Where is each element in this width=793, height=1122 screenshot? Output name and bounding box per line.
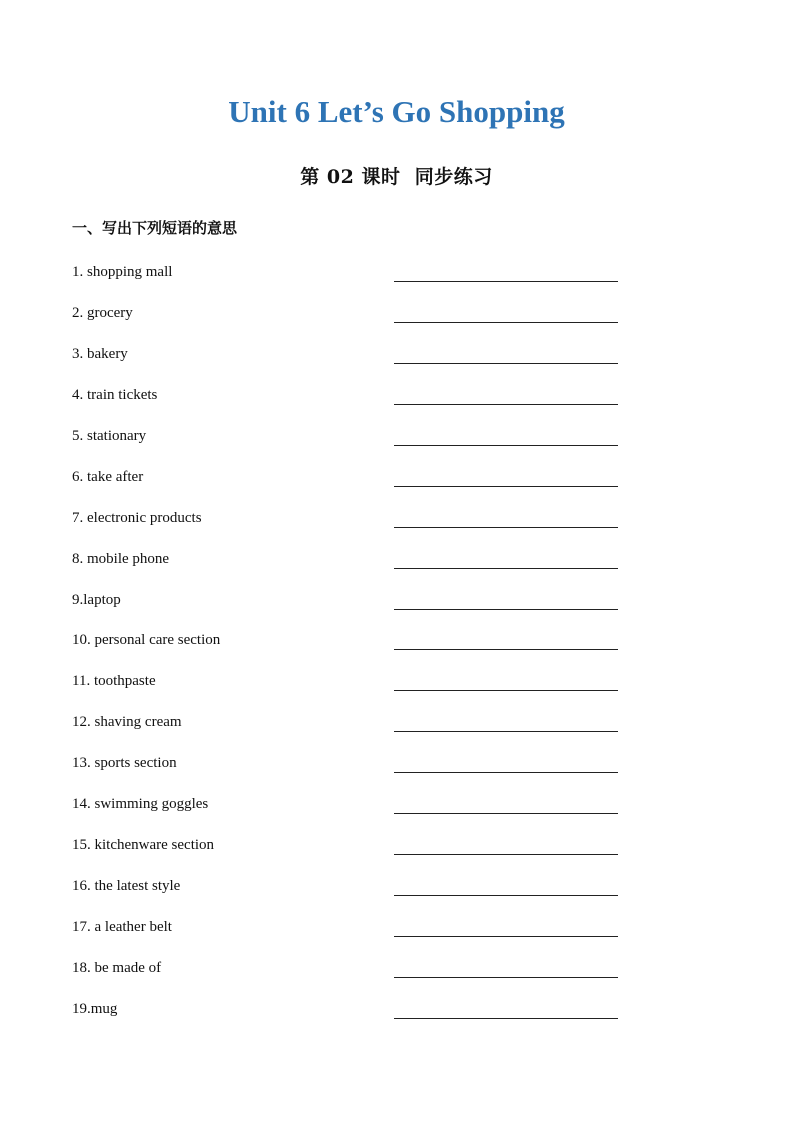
answer-line[interactable] bbox=[394, 609, 618, 610]
exercise-item bbox=[72, 670, 632, 694]
answer-line[interactable] bbox=[394, 486, 618, 487]
answer-line[interactable] bbox=[394, 813, 618, 814]
answer-line[interactable] bbox=[394, 322, 618, 323]
item-phrase: 8. mobile phone bbox=[72, 551, 170, 567]
answer-line[interactable] bbox=[394, 363, 618, 364]
exercise-item bbox=[72, 711, 632, 735]
exercise-item bbox=[72, 507, 632, 531]
exercise-item bbox=[72, 466, 632, 490]
answer-line[interactable] bbox=[394, 731, 618, 732]
answer-line[interactable] bbox=[394, 772, 618, 773]
item-phrase: 9.laptop bbox=[72, 592, 121, 608]
exercise-item bbox=[72, 261, 632, 285]
exercise-item bbox=[72, 548, 632, 572]
answer-line[interactable] bbox=[394, 281, 618, 282]
item-phrase: 17. a leather belt bbox=[72, 919, 172, 935]
answer-line[interactable] bbox=[394, 895, 618, 896]
answer-line[interactable] bbox=[394, 527, 618, 528]
item-phrase: 15. kitchenware section bbox=[72, 837, 215, 853]
answer-line[interactable] bbox=[394, 936, 618, 937]
exercise-item bbox=[72, 425, 632, 449]
item-phrase: 2. grocery bbox=[72, 305, 133, 321]
exercise-item bbox=[72, 998, 632, 1022]
answer-line[interactable] bbox=[394, 445, 618, 446]
item-phrase: 14. swimming goggles bbox=[72, 796, 209, 812]
item-phrase: 4. train tickets bbox=[72, 387, 158, 403]
exercise-item bbox=[72, 384, 632, 408]
exercise-item bbox=[72, 834, 632, 858]
exercise-item bbox=[72, 629, 632, 653]
lesson-subtitle: 第 02 课时 同步练习 bbox=[300, 166, 493, 188]
item-phrase: 1. shopping mall bbox=[72, 264, 173, 280]
exercise-item bbox=[72, 957, 632, 981]
exercise-item bbox=[72, 343, 632, 367]
answer-line[interactable] bbox=[394, 404, 618, 405]
exercise-item bbox=[72, 793, 632, 817]
answer-line[interactable] bbox=[394, 649, 618, 650]
item-phrase: 5. stationary bbox=[72, 428, 147, 444]
item-phrase: 6. take after bbox=[72, 469, 144, 485]
exercise-item bbox=[72, 589, 632, 613]
document-title: Unit 6 Let’s Go Shopping bbox=[228, 94, 565, 129]
exercise-item bbox=[72, 875, 632, 899]
exercise-item bbox=[72, 916, 632, 940]
item-phrase: 16. the latest style bbox=[72, 878, 181, 894]
item-phrase: 10. personal care section bbox=[72, 632, 221, 648]
answer-line[interactable] bbox=[394, 690, 618, 691]
answer-line[interactable] bbox=[394, 568, 618, 569]
item-phrase: 11. toothpaste bbox=[72, 673, 156, 689]
answer-line[interactable] bbox=[394, 977, 618, 978]
exercise-item bbox=[72, 302, 632, 326]
item-phrase: 7. electronic products bbox=[72, 510, 202, 526]
exercise-item bbox=[72, 752, 632, 776]
item-phrase: 13. sports section bbox=[72, 755, 177, 771]
item-phrase: 3. bakery bbox=[72, 346, 128, 362]
item-phrase: 19.mug bbox=[72, 1001, 118, 1017]
section-heading: 一、写出下列短语的意思 bbox=[72, 219, 238, 237]
answer-line[interactable] bbox=[394, 1018, 618, 1019]
item-phrase: 18. be made of bbox=[72, 960, 162, 976]
answer-line[interactable] bbox=[394, 854, 618, 855]
item-phrase: 12. shaving cream bbox=[72, 714, 182, 730]
